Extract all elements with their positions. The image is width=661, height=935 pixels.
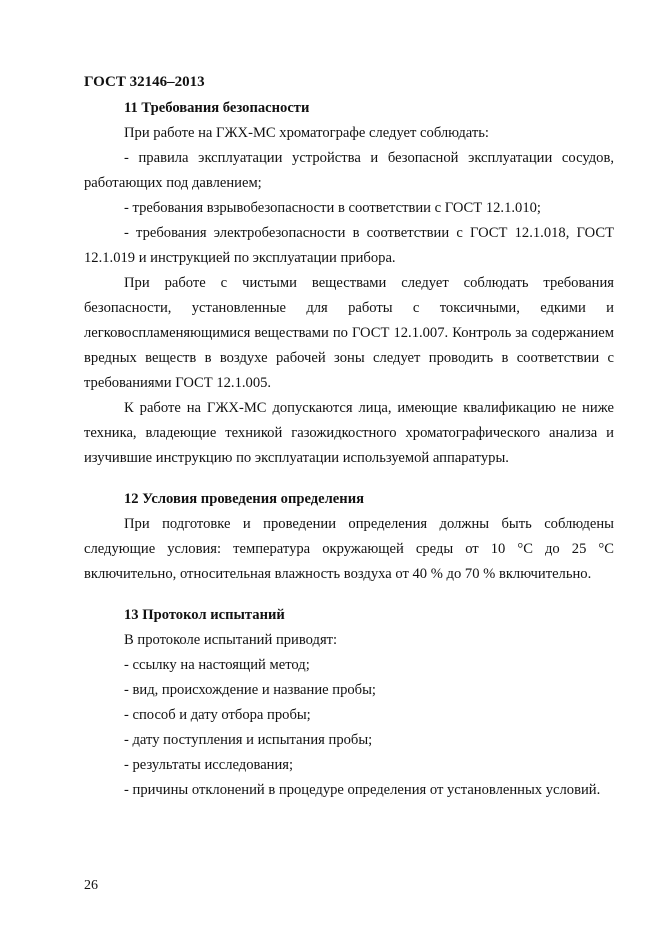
list-item: - результаты исследования; [124,757,294,773]
list-item: - требования взрывобезопасности в соответствии с ГОСТ 12.1.010; [124,200,541,216]
list-item: - правила эксплуатации устройства и безопасной эксплуатации сосудов, работающих под давлением; [84,150,614,191]
list-item: - вид, происхождение и название пробы; [124,682,376,698]
list-item: - ссылку на настоящий метод; [124,657,310,673]
paragraph: При работе с чистыми веществами следует соблюдать требования безопасности, установленные для работы с токсичными, едкими и легковоспламеняющимися веществами по ГОСТ 12.1.007. Контроль за содержанием вредных веществ в воздухе рабочей зоны следует проводить в соответствии с требованиями ГОСТ 12.1.005. [84,275,614,391]
section-11-title: 11 Требования безопасности [124,100,310,116]
paragraph: При подготовке и проведении определения должны быть соблюдены следующие условия: температура окружающей среды от 10 °С до 25 °С включительно, относительная влажность воздуха от 40 % до 70 % включительно. [84,516,614,582]
paragraph: При работе на ГЖХ-МС хроматографе следует соблюдать: [124,125,489,141]
page-number: 26 [84,878,98,893]
list-item: - причины отклонений в процедуре определения от установленных условий. [124,782,601,798]
list-item: - способ и дату отбора пробы; [124,707,311,723]
document-body [84,96,614,803]
paragraph: В протоколе испытаний приводят: [124,632,338,648]
section-12-title: 12 Условия проведения определения [124,491,364,507]
document-header: ГОСТ 32146–2013 [84,74,205,90]
section-13-title: 13 Протокол испытаний [124,607,285,623]
list-item: - дату поступления и испытания пробы; [124,732,373,748]
list-item: - требования электробезопасности в соответствии с ГОСТ 12.1.018, ГОСТ 12.1.019 и инструкцией по эксплуатации прибора. [84,225,614,266]
paragraph: К работе на ГЖХ-МС допускаются лица, имеющие квалификацию не ниже техника, владеющие техникой газожидкостного хроматографического анализа и изучившие инструкцию по эксплуатации используемой аппаратуры. [84,400,614,466]
